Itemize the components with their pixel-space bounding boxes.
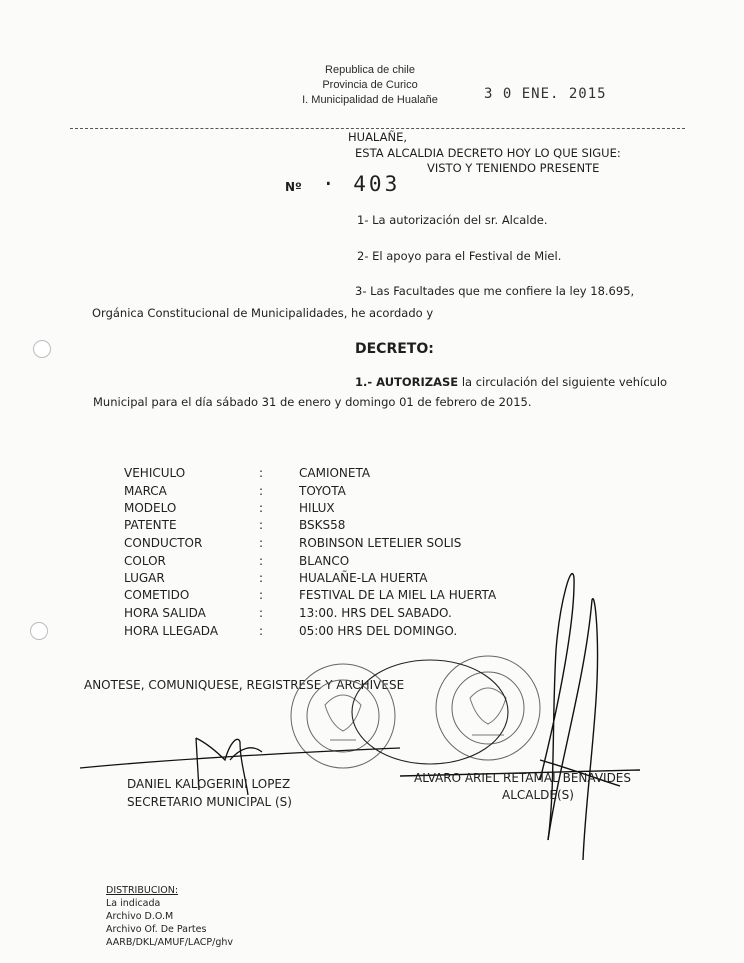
vehicle-key: MODELO [124,501,177,515]
vehicle-value: CAMIONETA [299,466,371,480]
decree-intro: ESTA ALCALDIA DECRETO HOY LO QUE SIGUE: [355,146,621,160]
letterhead-municipality: I. Municipalidad de Hualañe [302,94,438,106]
distribution-title: DISTRIBUCION: [106,885,179,896]
distribution-item: Archivo Of. De Partes [106,924,207,935]
decree-number: · 403 [322,172,401,196]
distribution-list [106,884,233,949]
mayor-title: ALCALDE(S) [502,788,574,802]
vehicle-key: CONDUCTOR [124,536,203,550]
vehicle-value: TOYOTA [299,484,346,498]
vehicle-key: VEHICULO [124,466,186,480]
secretary-name: DANIEL KALOGERINI LOPEZ [127,777,291,791]
vehicle-key: HORA SALIDA [124,606,206,620]
vehicle-details: VEHICULO : CAMIONETA MARCA : TOYOTA MODELO : HILUX PATENTE : BSKS58 CONDUCTOR : ROBINSON LETELIER SOLIS COLOR : BLANCO LUGAR : HUALAÑE-LA HUERTA COMETIDO : FESTIVAL DE LA MIEL LA HUERTA HORA SALIDA : 13:00. HRS DEL SABADO. HORA LLEGADA : 05:00 HRS DEL DOMINGO. [124,466,497,638]
consideration-2: 2- El apoyo para el Festival de Miel. [357,249,562,263]
distribution-item: Archivo D.O.M [106,911,174,922]
vehicle-key: MARCA [124,484,167,498]
article-1-text: la circulación del siguiente vehículo [458,375,668,389]
letterhead-country: Republica de chile [325,64,415,76]
vehicle-value: HUALAÑE-LA HUERTA [299,571,428,585]
secretary-title: SECRETARIO MUNICIPAL (S) [127,795,292,809]
vehicle-value: 05:00 HRS DEL DOMINGO. [299,624,458,638]
mayor-seal [436,656,540,760]
received-date-stamp: 3 0 ENE. 2015 [484,86,607,102]
vehicle-value: HILUX [299,501,335,515]
vehicle-value: 13:00. HRS DEL SABADO. [299,606,452,620]
vehicle-value: ROBINSON LETELIER SOLIS [299,536,462,550]
letterhead-province: Provincia de Curico [322,79,418,91]
closing-formula: ANOTESE, COMUNIQUESE, REGISTRESE Y ARCHIVESE [84,678,405,692]
vehicle-key: HORA LLEGADA [124,624,219,638]
vehicle-key: LUGAR [124,571,165,585]
vehicle-key: COLOR [124,554,166,568]
distribution-item: La indicada [106,898,161,909]
article-1-cont: Municipal para el día sábado 31 de enero y domingo 01 de febrero de 2015. [93,395,532,409]
decreto-title: DECRETO: [355,341,434,357]
vehicle-key: COMETIDO [124,588,190,602]
distribution-item: AARB/DKL/AMUF/LACP/ghv [106,937,234,948]
place-name: HUALAÑE, [348,130,407,144]
vehicle-key: PATENTE [124,518,177,532]
consideration-1: 1- La autorización del sr. Alcalde. [357,213,548,227]
consideration-3: 3- Las Facultades que me confiere la ley 18.695, [355,284,635,298]
article-1-lead: 1.- AUTORIZASE [355,375,459,389]
mayor-name: ALVARO ARIEL RETAMAL BENAVIDES [414,771,632,785]
vehicle-value: FESTIVAL DE LA MIEL LA HUERTA [299,588,497,602]
vehicle-value: BSKS58 [299,518,346,532]
consideration-3-cont: Orgánica Constitucional de Municipalidades, he acordado y [92,306,434,320]
decree-number-prefix: Nº [285,180,302,194]
mayor-signature [400,574,640,860]
vehicle-value: BLANCO [299,554,350,568]
visto-line: VISTO Y TENIENDO PRESENTE [427,161,600,175]
